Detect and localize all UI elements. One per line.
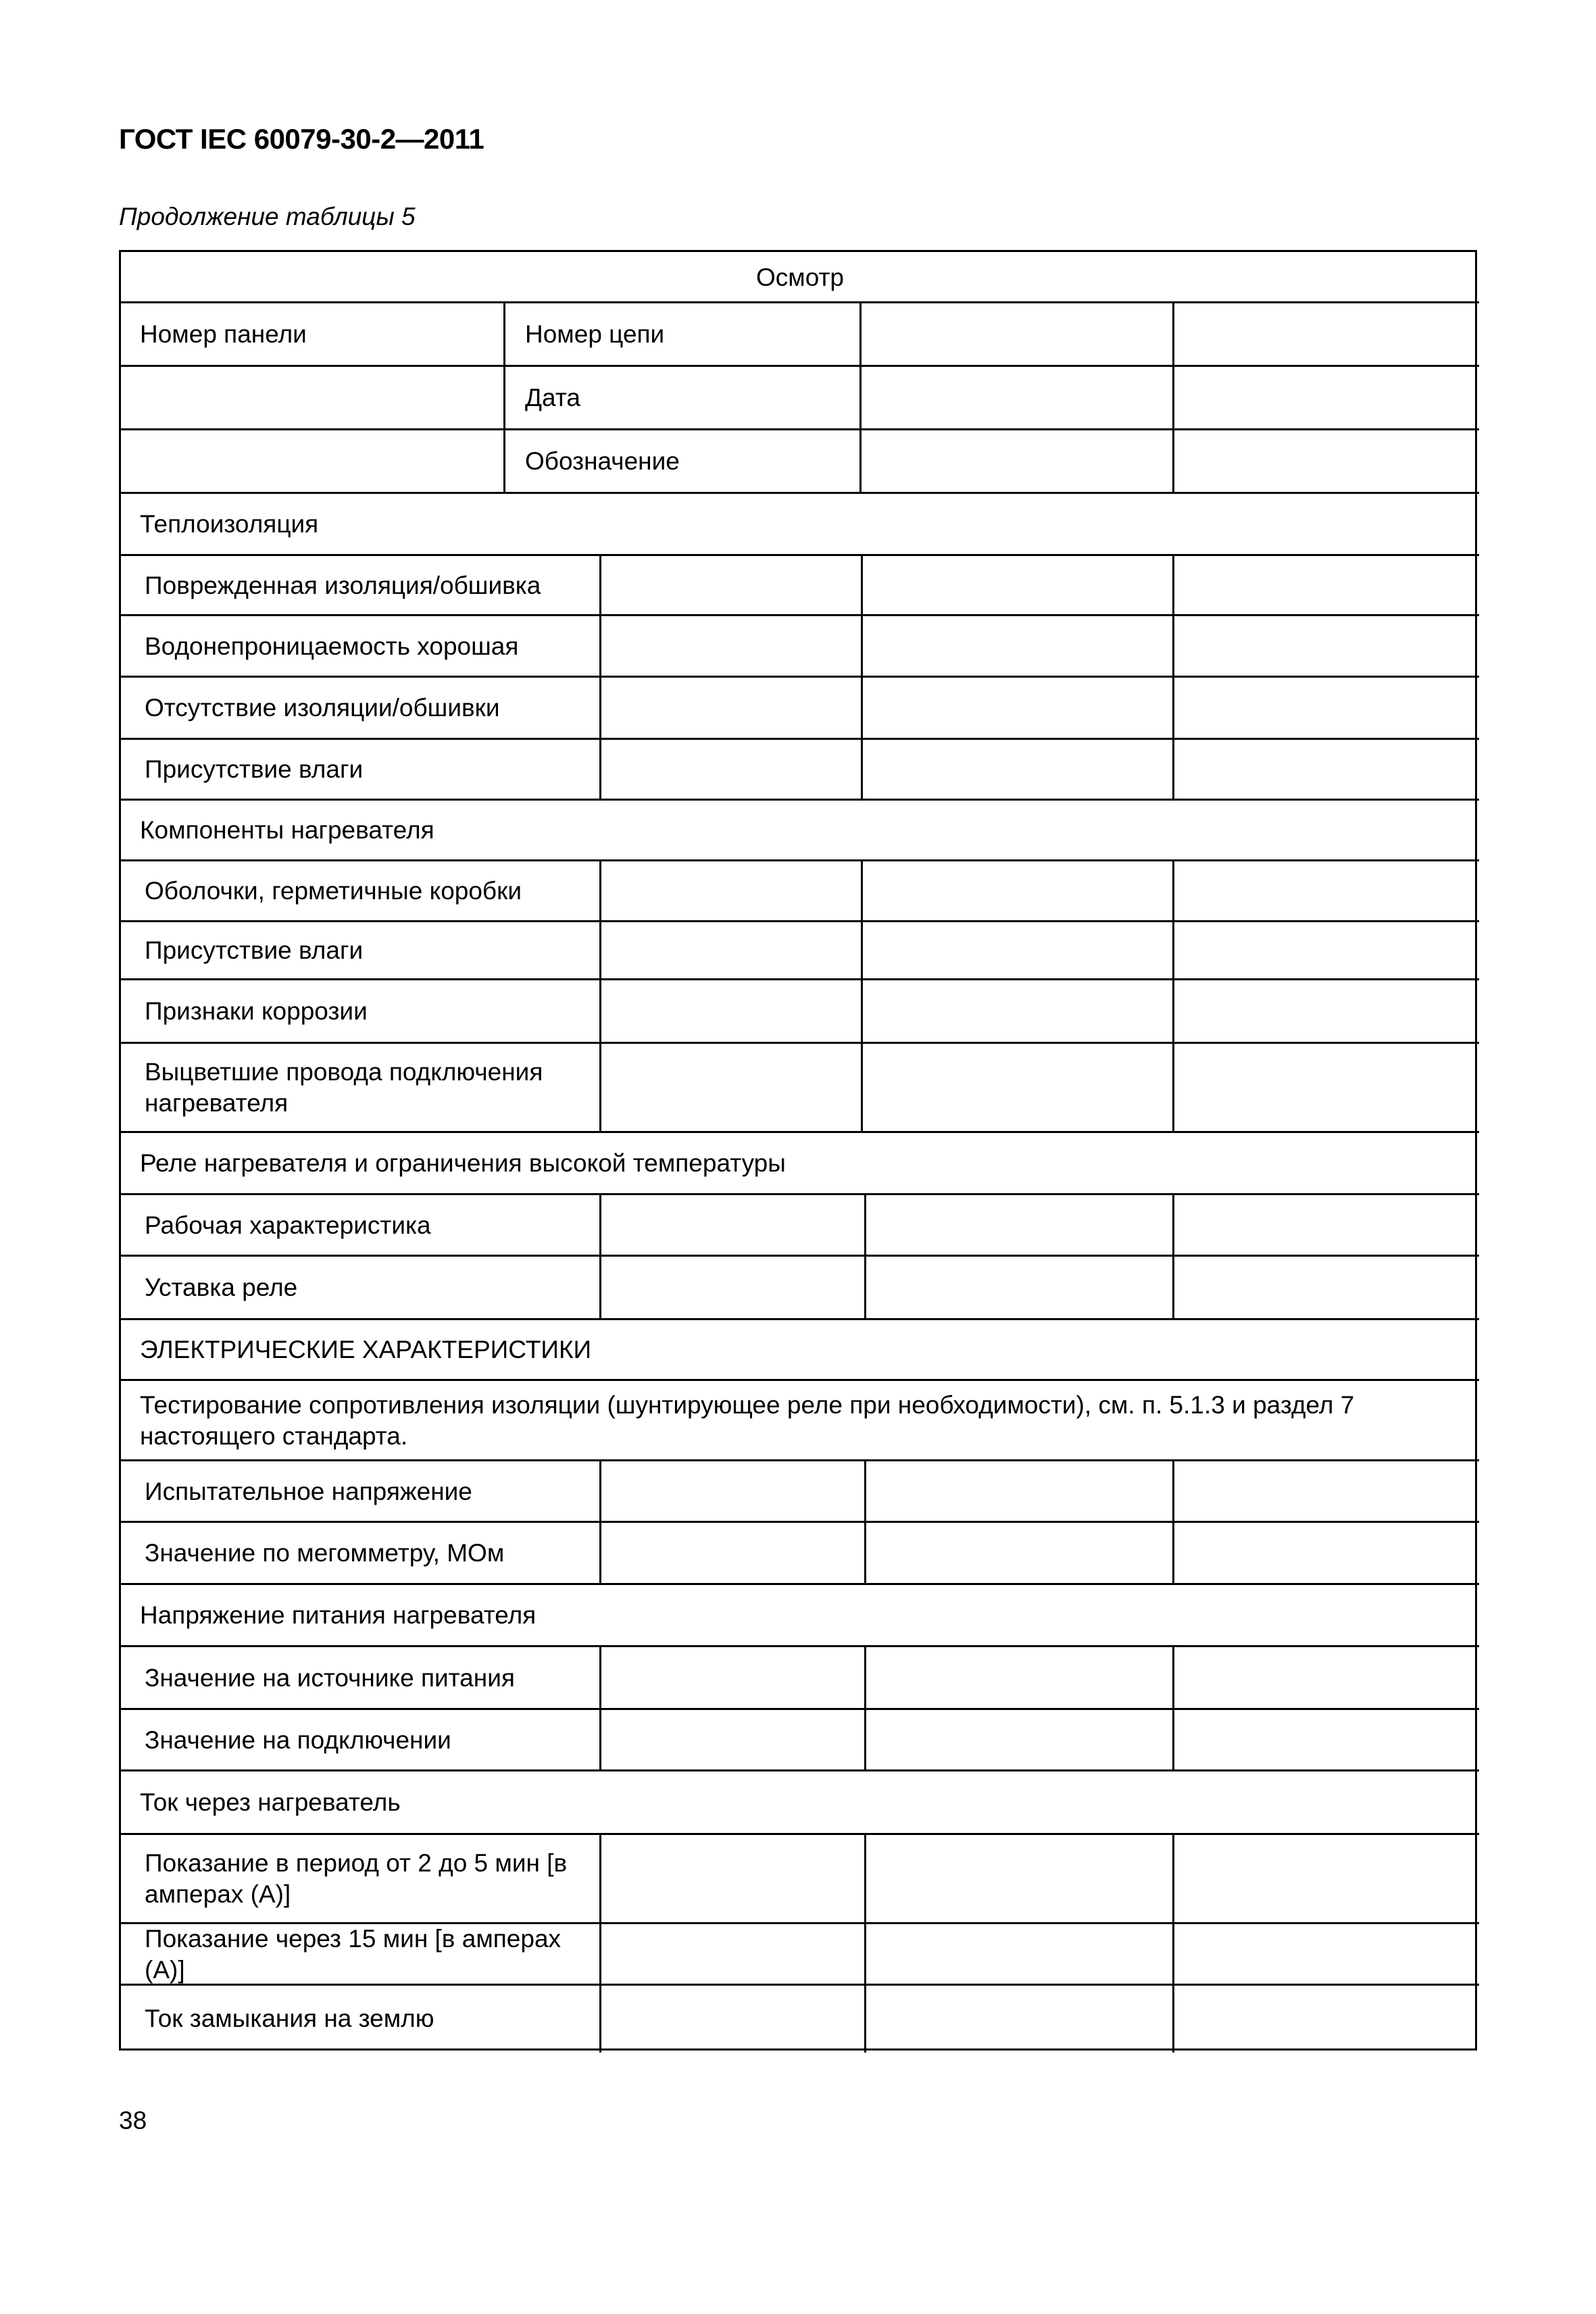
- inspection-item-label: Водонепроницаемость хорошая: [145, 632, 519, 660]
- table-column-rule: [864, 1461, 866, 1522]
- table-column-rule: [503, 303, 505, 493]
- inspection-item-label: Выцветшие провода подключения нагревателя: [145, 1058, 543, 1117]
- table-column-rule: [599, 922, 601, 980]
- table-column-rule: [859, 303, 862, 493]
- table-column-rule: [861, 861, 863, 922]
- table-caption: Осмотр: [755, 263, 844, 291]
- table-column-rule: [864, 1834, 866, 1923]
- table-column-rule: [1172, 1461, 1174, 1522]
- table-column-rule: [861, 1043, 863, 1132]
- section-heading: ЭЛЕКТРИЧЕСКИЕ ХАРАКТЕРИСТИКИ: [140, 1336, 592, 1363]
- header-field-label: Дата: [525, 384, 580, 411]
- inspection-item-label: Ток замыкания на землю: [145, 2005, 434, 2032]
- table-column-rule: [861, 980, 863, 1043]
- table-column-rule: [599, 1646, 601, 1709]
- section-heading: Теплоизоляция: [140, 510, 319, 538]
- section-heading: Тестирование сопротивления изоляции (шунтирующее реле при необходимости), см. п. 5.1.3 и раздел 7 настоящего стандарта.: [140, 1390, 1355, 1450]
- inspection-item-label: Оболочки, герметичные коробки: [145, 877, 522, 905]
- table-column-rule: [1172, 1256, 1174, 1319]
- table-continuation-label: Продолжение таблицы 5: [119, 203, 416, 230]
- inspection-item-label: Отсутствие изоляции/обшивки: [145, 694, 500, 722]
- table-column-rule: [599, 739, 601, 800]
- table-column-rule: [1172, 1709, 1174, 1771]
- table-column-rule: [1172, 1985, 1174, 2053]
- table-column-rule: [599, 555, 601, 615]
- inspection-item-label: Значение на источнике питания: [145, 1663, 515, 1692]
- inspection-item-label: Поврежденная изоляция/обшивка: [145, 571, 541, 599]
- table-column-rule: [599, 1194, 601, 1256]
- table-column-rule: [599, 1709, 601, 1771]
- table-column-rule: [1172, 303, 1174, 493]
- inspection-item-label: Испытательное напряжение: [145, 1477, 472, 1505]
- table-column-rule: [599, 1256, 601, 1319]
- inspection-table: [119, 250, 1477, 2051]
- inspection-item-label: Показание в период от 2 до 5 мин [в амперах (А)]: [145, 1849, 568, 1908]
- header-left-cell: [140, 430, 491, 493]
- table-column-rule: [864, 1256, 866, 1319]
- table-column-rule: [861, 555, 863, 615]
- section-heading: Напряжение питания нагревателя: [140, 1601, 537, 1629]
- section-heading: Ток через нагреватель: [140, 1788, 401, 1816]
- table-column-rule: [1172, 677, 1174, 739]
- table-column-rule: [599, 1522, 601, 1584]
- table-column-rule: [1172, 1923, 1174, 1985]
- table-column-rule: [861, 922, 863, 980]
- table-column-rule: [599, 1985, 601, 2053]
- header-field-label: Обозначение: [525, 447, 680, 475]
- inspection-item-label: Уставка реле: [145, 1274, 298, 1301]
- inspection-item-label: Присутствие влаги: [145, 936, 364, 964]
- table-column-rule: [1172, 615, 1174, 677]
- section-heading: Компоненты нагревателя: [140, 816, 434, 844]
- table-column-rule: [599, 1461, 601, 1522]
- table-column-rule: [599, 1923, 601, 1985]
- header-field-label: Номер цепи: [525, 320, 665, 348]
- table-column-rule: [599, 1043, 601, 1132]
- inspection-item-label: Присутствие влаги: [145, 755, 364, 783]
- table-column-rule: [1172, 1522, 1174, 1584]
- header-left-cell: [140, 366, 491, 430]
- section-heading: Реле нагревателя и ограничения высокой температуры: [140, 1149, 786, 1177]
- table-column-rule: [864, 1522, 866, 1584]
- table-column-rule: [864, 1709, 866, 1771]
- header-left-cell: Номер панели: [140, 320, 307, 348]
- inspection-item-label: Показание через 15 мин [в амперах (А)]: [145, 1924, 562, 1984]
- table-column-rule: [1172, 1194, 1174, 1256]
- table-column-rule: [1172, 739, 1174, 800]
- table-column-rule: [861, 739, 863, 800]
- table-column-rule: [1172, 922, 1174, 980]
- table-column-rule: [1172, 1646, 1174, 1709]
- table-column-rule: [864, 1923, 866, 1985]
- document-title: ГОСТ IEC 60079-30-2—2011: [119, 123, 484, 155]
- table-column-rule: [599, 615, 601, 677]
- table-column-rule: [864, 1985, 866, 2053]
- inspection-item-label: Значение на подключении: [145, 1726, 451, 1754]
- table-column-rule: [599, 1834, 601, 1923]
- table-column-rule: [861, 615, 863, 677]
- page-number: 38: [119, 2107, 147, 2134]
- table-column-rule: [599, 677, 601, 739]
- table-column-rule: [599, 980, 601, 1043]
- table-column-rule: [1172, 1834, 1174, 1923]
- table-column-rule: [864, 1194, 866, 1256]
- table-column-rule: [1172, 1043, 1174, 1132]
- table-column-rule: [1172, 861, 1174, 922]
- table-column-rule: [1172, 980, 1174, 1043]
- inspection-item-label: Признаки коррозии: [145, 997, 368, 1025]
- table-column-rule: [864, 1646, 866, 1709]
- inspection-item-label: Рабочая характеристика: [145, 1211, 431, 1239]
- table-column-rule: [1172, 555, 1174, 615]
- table-column-rule: [599, 861, 601, 922]
- table-column-rule: [861, 677, 863, 739]
- inspection-item-label: Значение по мегомметру, МОм: [145, 1539, 505, 1567]
